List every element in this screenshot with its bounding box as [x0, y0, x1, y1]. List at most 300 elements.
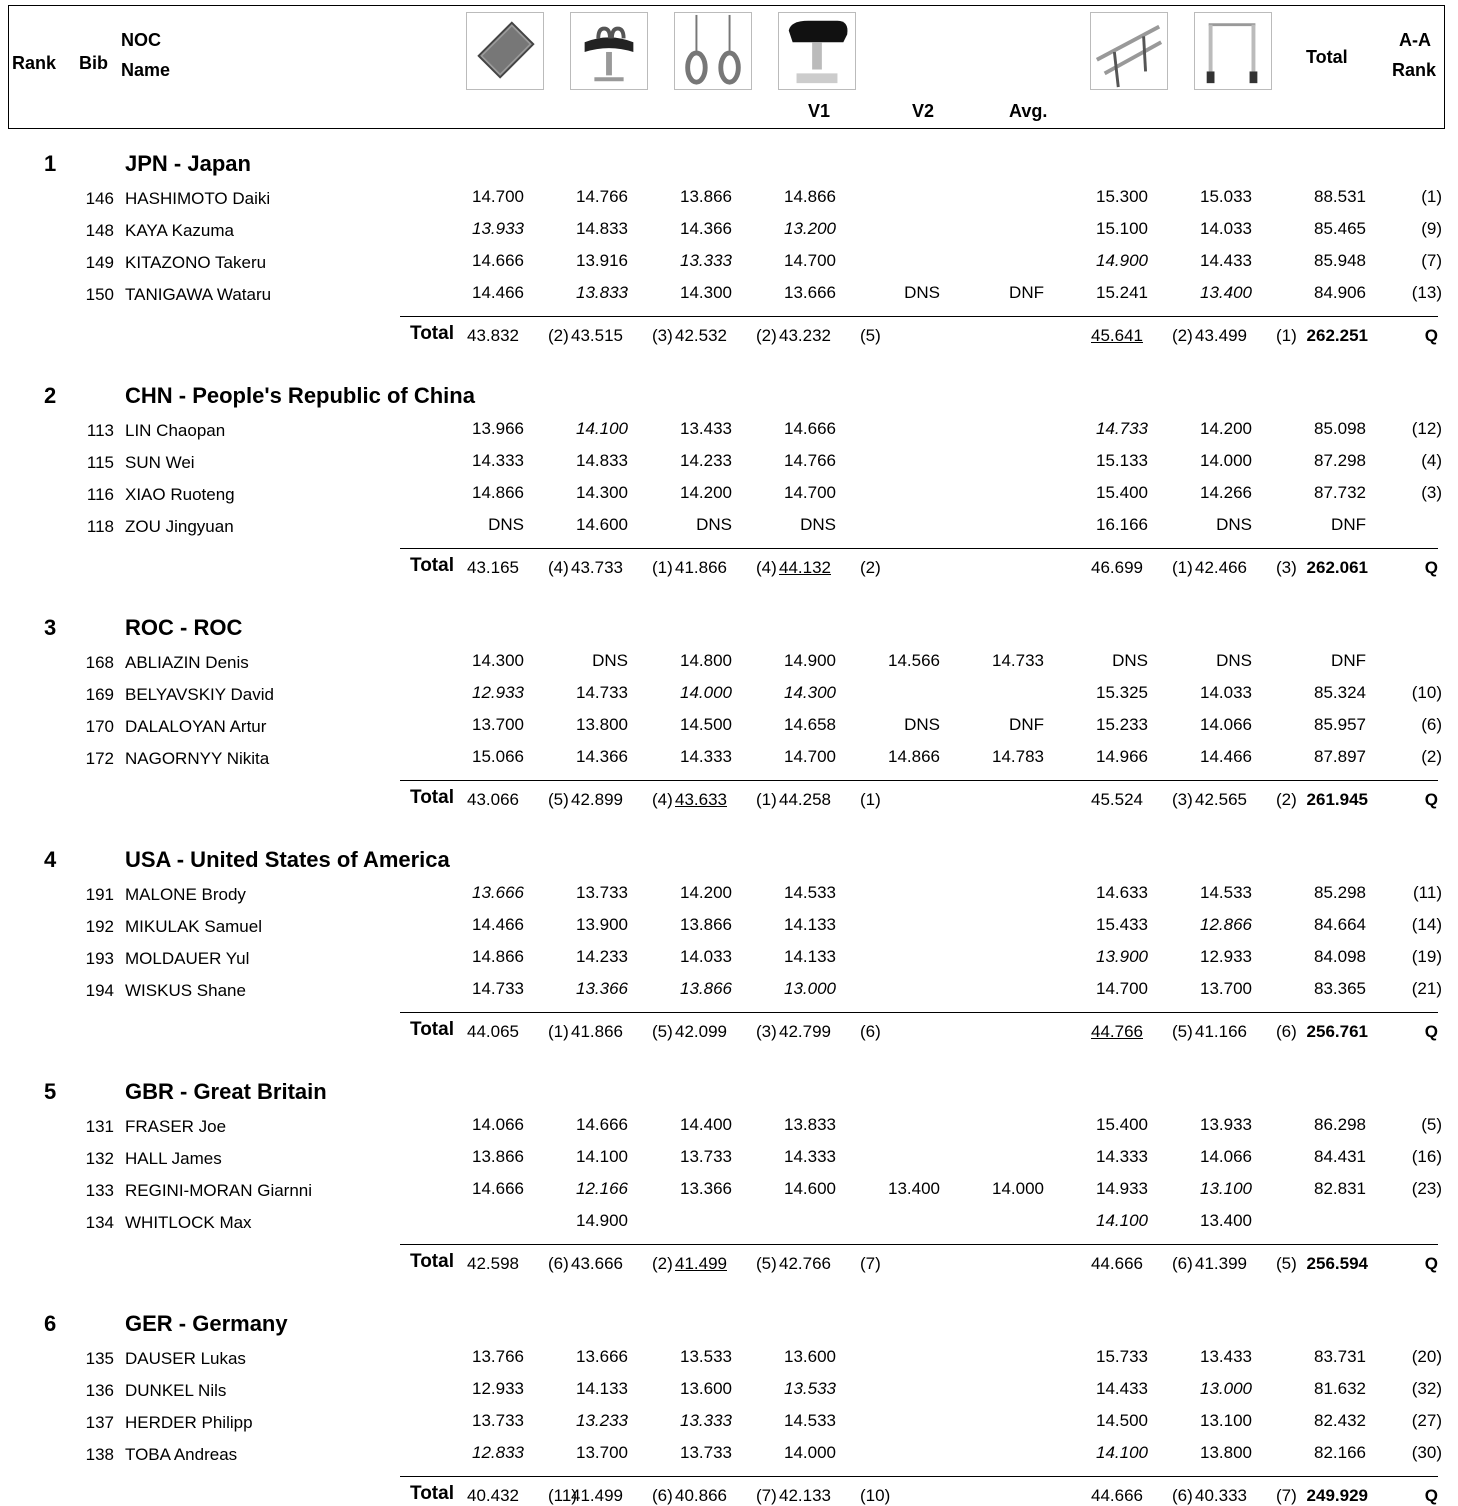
score-sr: 14.233 [680, 451, 732, 470]
score-v1: 13.833 [784, 1115, 836, 1134]
athlete-bib: 137 [85, 1413, 114, 1432]
score-hb: 13.433 [1200, 1347, 1252, 1366]
team-total-label: Total [410, 555, 454, 576]
score-aa: (16) [1411, 1147, 1442, 1166]
rank-header: Rank [12, 53, 57, 73]
team-rank-v1: (2) [860, 558, 881, 577]
score-v2: 14.566 [888, 651, 940, 670]
score-total: DNF [1331, 515, 1366, 534]
athlete-name: NAGORNYY Nikita [125, 749, 270, 768]
team-total-ph: 41.866 [571, 1022, 623, 1041]
score-hb: 14.433 [1200, 251, 1252, 270]
score-total: 85.298 [1314, 883, 1366, 902]
team-rank-ph: (1) [652, 558, 673, 577]
team-qualified: Q [1424, 558, 1438, 577]
score-fx: 14.866 [472, 947, 524, 966]
team-total-pb: 44.666 [1091, 1254, 1143, 1273]
team-rank-v1: (6) [860, 1022, 881, 1041]
athlete-name: HALL James [125, 1149, 222, 1168]
score-ph: 13.916 [576, 251, 628, 270]
team-total-v1: 42.799 [779, 1022, 831, 1041]
athlete-name: HASHIMOTO Daiki [125, 189, 271, 208]
athlete-name: TOBA Andreas [125, 1445, 238, 1464]
score-hb: 14.066 [1200, 1147, 1252, 1166]
score-pb: 14.933 [1096, 1179, 1148, 1198]
score-v1: 14.533 [784, 1411, 836, 1430]
score-aa: (12) [1411, 419, 1442, 438]
athlete-name: ABLIAZIN Denis [125, 653, 249, 672]
score-v1: 14.658 [784, 715, 836, 734]
score-aa: (10) [1411, 683, 1442, 702]
score-pb: 14.733 [1096, 419, 1148, 438]
team-total-hb: 41.166 [1195, 1022, 1247, 1041]
score-hb: 12.866 [1200, 915, 1252, 934]
score-aa: (3) [1421, 483, 1442, 502]
score-fx: 14.466 [472, 283, 524, 302]
floor-exercise-icon [466, 12, 544, 90]
score-v1: 14.666 [784, 419, 836, 438]
team-total-hb: 42.466 [1195, 558, 1247, 577]
score-aa: (14) [1411, 915, 1442, 934]
score-fx: 13.666 [472, 883, 524, 902]
team-total-sr: 41.866 [675, 558, 727, 577]
team-total-hb: 43.499 [1195, 326, 1247, 345]
athlete-bib: 136 [85, 1381, 114, 1400]
team-rank-sr: (3) [756, 1022, 777, 1041]
score-ph: 13.700 [576, 1443, 628, 1462]
score-v1: 13.000 [784, 979, 836, 998]
team-total-score: 262.061 [1306, 558, 1368, 577]
score-ph: 13.900 [576, 915, 628, 934]
team-name: JPN - Japan [125, 151, 251, 176]
team-total-pb: 45.524 [1091, 790, 1143, 809]
score-fx: 13.733 [472, 1411, 524, 1430]
score-ph: 14.833 [576, 219, 628, 238]
score-total: 87.897 [1314, 747, 1366, 766]
score-sr: 14.200 [680, 883, 732, 902]
athlete-name: BELYAVSKIY David [125, 685, 274, 704]
score-avg: DNF [1009, 283, 1044, 302]
team-rank-hb: (1) [1276, 326, 1297, 345]
score-total: 88.531 [1314, 187, 1366, 206]
team-rank-v1: (1) [860, 790, 881, 809]
score-total: 83.731 [1314, 1347, 1366, 1366]
athlete-name: MALONE Brody [125, 885, 246, 904]
team-total-line [400, 1476, 1438, 1477]
score-fx: 14.733 [472, 979, 524, 998]
score-v1: 14.600 [784, 1179, 836, 1198]
athlete-bib: 148 [85, 221, 114, 240]
athlete-name: XIAO Ruoteng [125, 485, 235, 504]
vault-icon [778, 12, 856, 90]
score-pb: 15.433 [1096, 915, 1148, 934]
score-aa: (2) [1421, 747, 1442, 766]
score-fx: 14.466 [472, 915, 524, 934]
score-pb: 15.400 [1096, 1115, 1148, 1134]
score-ph: 13.800 [576, 715, 628, 734]
horizontal-bar-icon [1194, 12, 1272, 90]
team-qualified: Q [1424, 326, 1438, 345]
team-total-fx: 44.065 [467, 1022, 519, 1041]
score-v1: 14.533 [784, 883, 836, 902]
score-v1: 14.700 [784, 251, 836, 270]
athlete-name: MOLDAUER Yul [125, 949, 250, 968]
score-hb: 14.200 [1200, 419, 1252, 438]
score-ph: 14.833 [576, 451, 628, 470]
team-total-hb: 42.565 [1195, 790, 1247, 809]
athlete-bib: 115 [86, 453, 114, 472]
team-total-score: 262.251 [1306, 326, 1368, 345]
score-pb: DNS [1112, 651, 1148, 670]
score-sr: 14.300 [680, 283, 732, 302]
score-total: 85.098 [1314, 419, 1366, 438]
score-pb: 15.733 [1096, 1347, 1148, 1366]
score-v1: 13.600 [784, 1347, 836, 1366]
athlete-bib: 135 [85, 1349, 114, 1368]
score-pb: 15.133 [1096, 451, 1148, 470]
score-fx: 14.666 [472, 1179, 524, 1198]
score-hb: 14.533 [1200, 883, 1252, 902]
team-total-label: Total [410, 1251, 454, 1272]
team-rank-sr: (2) [756, 326, 777, 345]
score-fx: 13.700 [472, 715, 524, 734]
team-total-sr: 42.099 [675, 1022, 727, 1041]
score-ph: 14.100 [576, 419, 628, 438]
team-rank-sr: (5) [756, 1254, 777, 1273]
score-fx: 12.833 [472, 1443, 524, 1462]
aa-rank-header: A-A [1399, 30, 1431, 50]
score-v1: 13.533 [784, 1379, 836, 1398]
score-total: 83.365 [1314, 979, 1366, 998]
score-ph: 14.233 [576, 947, 628, 966]
score-total: 84.098 [1314, 947, 1366, 966]
score-ph: 14.133 [576, 1379, 628, 1398]
bib-header: Bib [79, 53, 108, 73]
score-ph: 14.666 [576, 1115, 628, 1134]
score-sr: 14.333 [680, 747, 732, 766]
team-total-v1: 44.132 [779, 558, 831, 577]
score-hb: 13.100 [1200, 1179, 1252, 1198]
athlete-name: DUNKEL Nils [125, 1381, 227, 1400]
score-sr: 14.800 [680, 651, 732, 670]
score-ph: 13.733 [576, 883, 628, 902]
team-total-score: 256.594 [1306, 1254, 1368, 1273]
team-total-ph: 42.899 [571, 790, 623, 809]
athlete-name: DALALOYAN Artur [125, 717, 267, 736]
score-ph: 14.733 [576, 683, 628, 702]
team-total-label: Total [410, 1483, 454, 1504]
score-total: 82.166 [1314, 1443, 1366, 1462]
score-v1: 14.700 [784, 483, 836, 502]
athlete-bib: 169 [85, 685, 114, 704]
team-total-v1: 42.766 [779, 1254, 831, 1273]
team-total-ph: 43.666 [571, 1254, 623, 1273]
score-fx: 14.300 [472, 651, 524, 670]
athlete-name: KAYA Kazuma [125, 221, 234, 240]
score-aa: (13) [1411, 283, 1442, 302]
score-hb: 13.100 [1200, 1411, 1252, 1430]
team-total-ph: 43.733 [571, 558, 623, 577]
athlete-bib: 192 [85, 917, 114, 936]
team-rank: 5 [44, 1079, 57, 1104]
score-hb: DNS [1216, 515, 1252, 534]
team-rank-sr: (1) [756, 790, 777, 809]
team-total-sr: 43.633 [675, 790, 727, 809]
score-sr: 14.400 [680, 1115, 732, 1134]
team-rank-sr: (7) [756, 1486, 777, 1505]
team-rank-v1: (7) [860, 1254, 881, 1273]
score-pb: 16.166 [1096, 515, 1148, 534]
team-total-line [400, 780, 1438, 781]
team-rank-fx: (11) [548, 1486, 577, 1505]
score-total: 85.948 [1314, 251, 1366, 270]
score-ph: 14.366 [576, 747, 628, 766]
score-pb: 14.966 [1096, 747, 1148, 766]
score-fx: 13.933 [472, 219, 524, 238]
score-aa: (6) [1421, 715, 1442, 734]
score-aa: (23) [1411, 1179, 1442, 1198]
score-total: 84.431 [1314, 1147, 1366, 1166]
team-total-ph: 41.499 [571, 1486, 623, 1505]
score-pb: 14.433 [1096, 1379, 1148, 1398]
score-aa: (1) [1421, 187, 1442, 206]
team-name: USA - United States of America [125, 847, 450, 872]
athlete-name: LIN Chaopan [125, 421, 226, 440]
score-sr: 14.366 [680, 219, 732, 238]
total-header: Total [1306, 47, 1348, 67]
athlete-bib: 194 [85, 981, 114, 1000]
score-sr: 13.333 [680, 1411, 732, 1430]
score-pb: 14.333 [1096, 1147, 1148, 1166]
score-avg: 14.783 [992, 747, 1044, 766]
team-rank-hb: (5) [1276, 1254, 1297, 1273]
score-sr: 14.200 [680, 483, 732, 502]
team-rank-sr: (4) [756, 558, 777, 577]
score-hb: 13.800 [1200, 1443, 1252, 1462]
team-total-hb: 41.399 [1195, 1254, 1247, 1273]
score-ph: 14.100 [576, 1147, 628, 1166]
team-total-line [400, 548, 1438, 549]
score-ph: 14.600 [576, 515, 628, 534]
score-aa: (19) [1411, 947, 1442, 966]
team-rank-hb: (3) [1276, 558, 1297, 577]
score-total: 85.957 [1314, 715, 1366, 734]
score-sr: 13.866 [680, 915, 732, 934]
score-avg: 14.733 [992, 651, 1044, 670]
score-v1: 13.200 [784, 219, 836, 238]
score-pb: 15.241 [1096, 283, 1148, 302]
score-aa: (7) [1421, 251, 1442, 270]
score-pb: 15.233 [1096, 715, 1148, 734]
score-sr: 13.733 [680, 1443, 732, 1462]
score-ph: 12.166 [576, 1179, 628, 1198]
team-rank-ph: (4) [652, 790, 673, 809]
athlete-bib: 146 [85, 189, 114, 208]
score-total: 85.465 [1314, 219, 1366, 238]
athlete-bib: 150 [85, 285, 114, 304]
athlete-name: WISKUS Shane [125, 981, 246, 1000]
athlete-bib: 113 [86, 421, 114, 440]
score-pb: 15.400 [1096, 483, 1148, 502]
score-v1: 13.666 [784, 283, 836, 302]
team-rank-pb: (6) [1172, 1254, 1193, 1273]
team-qualified: Q [1424, 1486, 1438, 1505]
athlete-bib: 132 [85, 1149, 114, 1168]
score-hb: 14.000 [1200, 451, 1252, 470]
score-v1: 14.300 [784, 683, 836, 702]
score-hb: 13.400 [1200, 283, 1252, 302]
team-qualified: Q [1424, 790, 1438, 809]
score-fx: 14.066 [472, 1115, 524, 1134]
score-hb: 13.700 [1200, 979, 1252, 998]
athlete-name: ZOU Jingyuan [125, 517, 234, 536]
team-total-line [400, 316, 1438, 317]
athlete-name: KITAZONO Takeru [125, 253, 267, 272]
score-fx: 12.933 [472, 1379, 524, 1398]
score-total: 84.906 [1314, 283, 1366, 302]
athlete-name: MIKULAK Samuel [125, 917, 262, 936]
score-fx: 14.666 [472, 251, 524, 270]
team-total-pb: 46.699 [1091, 558, 1143, 577]
team-total-fx: 42.598 [467, 1254, 519, 1273]
score-total: 87.298 [1314, 451, 1366, 470]
v2-header: V2 [912, 101, 935, 121]
score-v1: 14.333 [784, 1147, 836, 1166]
athlete-name: HERDER Philipp [125, 1413, 253, 1432]
score-aa: (32) [1411, 1379, 1442, 1398]
team-total-score: 249.929 [1306, 1486, 1368, 1505]
score-sr: 13.600 [680, 1379, 732, 1398]
score-fx: 14.700 [472, 187, 524, 206]
team-rank-ph: (2) [652, 1254, 673, 1273]
score-v1: 14.000 [784, 1443, 836, 1462]
score-avg: 14.000 [992, 1179, 1044, 1198]
team-total-label: Total [410, 1019, 454, 1040]
team-rank: 1 [44, 151, 57, 176]
table-header [8, 5, 1445, 129]
score-total: 85.324 [1314, 683, 1366, 702]
athlete-bib: 172 [85, 749, 114, 768]
score-v1: 14.766 [784, 451, 836, 470]
score-hb: 13.000 [1200, 1379, 1252, 1398]
athlete-name: FRASER Joe [125, 1117, 227, 1136]
score-hb: 15.033 [1200, 187, 1252, 206]
team-rank-hb: (2) [1276, 790, 1297, 809]
athlete-name: SUN Wei [125, 453, 195, 472]
score-pb: 15.100 [1096, 219, 1148, 238]
athlete-name: REGINI-MORAN Giarnni [125, 1181, 313, 1200]
score-total: 84.664 [1314, 915, 1366, 934]
team-total-pb: 44.766 [1091, 1022, 1143, 1041]
score-ph: 13.666 [576, 1347, 628, 1366]
athlete-bib: 131 [85, 1117, 114, 1136]
score-pb: 14.900 [1096, 251, 1148, 270]
score-ph: 13.833 [576, 283, 628, 302]
athlete-bib: 193 [85, 949, 114, 968]
score-fx: DNS [488, 515, 524, 534]
team-name: CHN - People's Republic of China [125, 383, 475, 408]
score-v1: 14.133 [784, 947, 836, 966]
team-total-score: 256.761 [1306, 1022, 1368, 1041]
score-hb: 14.266 [1200, 483, 1252, 502]
score-hb: 13.933 [1200, 1115, 1252, 1134]
score-v1: 14.900 [784, 651, 836, 670]
score-sr: 14.500 [680, 715, 732, 734]
score-total: 82.831 [1314, 1179, 1366, 1198]
score-total: 86.298 [1314, 1115, 1366, 1134]
team-rank-pb: (2) [1172, 326, 1193, 345]
score-pb: 14.100 [1096, 1443, 1148, 1462]
score-pb: 13.900 [1096, 947, 1148, 966]
score-sr: 13.733 [680, 1147, 732, 1166]
score-hb: 14.066 [1200, 715, 1252, 734]
team-total-fx: 43.165 [467, 558, 519, 577]
athlete-bib: 134 [85, 1213, 114, 1232]
team-name: GBR - Great Britain [125, 1079, 327, 1104]
score-hb: 14.466 [1200, 747, 1252, 766]
score-ph: 14.300 [576, 483, 628, 502]
v1-header: V1 [808, 101, 831, 121]
score-ph: 14.766 [576, 187, 628, 206]
score-v2: DNS [904, 715, 940, 734]
team-rank-hb: (6) [1276, 1022, 1297, 1041]
noc-header: NOC [121, 30, 161, 50]
score-fx: 14.866 [472, 483, 524, 502]
score-sr: 13.866 [680, 187, 732, 206]
score-ph: 13.233 [576, 1411, 628, 1430]
score-aa: (4) [1421, 451, 1442, 470]
score-hb: 13.400 [1200, 1211, 1252, 1230]
score-fx: 13.966 [472, 419, 524, 438]
score-v1: 14.700 [784, 747, 836, 766]
score-ph: DNS [592, 651, 628, 670]
score-total: 82.432 [1314, 1411, 1366, 1430]
team-rank-pb: (1) [1172, 558, 1193, 577]
team-total-hb: 40.333 [1195, 1486, 1247, 1505]
score-aa: (20) [1411, 1347, 1442, 1366]
score-sr: DNS [696, 515, 732, 534]
score-v1: 14.866 [784, 187, 836, 206]
score-aa: (30) [1411, 1443, 1442, 1462]
score-sr: 14.000 [680, 683, 732, 702]
team-total-pb: 44.666 [1091, 1486, 1143, 1505]
score-fx: 12.933 [472, 683, 524, 702]
score-pb: 14.700 [1096, 979, 1148, 998]
athlete-name: TANIGAWA Wataru [125, 285, 272, 304]
athlete-bib: 116 [86, 485, 114, 504]
score-fx: 13.866 [472, 1147, 524, 1166]
score-pb: 14.100 [1096, 1211, 1148, 1230]
team-qualified: Q [1424, 1254, 1438, 1273]
team-rank-v1: (5) [860, 326, 881, 345]
team-rank-pb: (3) [1172, 790, 1193, 809]
team-rank-fx: (5) [548, 790, 569, 809]
score-aa: (5) [1421, 1115, 1442, 1134]
score-fx: 15.066 [472, 747, 524, 766]
team-total-score: 261.945 [1306, 790, 1368, 809]
team-rank-pb: (5) [1172, 1022, 1193, 1041]
score-v2: 13.400 [888, 1179, 940, 1198]
team-rank-ph: (6) [652, 1486, 673, 1505]
team-total-label: Total [410, 787, 454, 808]
score-sr: 13.533 [680, 1347, 732, 1366]
score-pb: 15.325 [1096, 683, 1148, 702]
team-rank-v1: (10) [860, 1486, 891, 1505]
score-sr: 13.866 [680, 979, 732, 998]
team-name: GER - Germany [125, 1311, 288, 1336]
team-total-fx: 43.832 [467, 326, 519, 345]
score-aa: (11) [1413, 883, 1442, 902]
